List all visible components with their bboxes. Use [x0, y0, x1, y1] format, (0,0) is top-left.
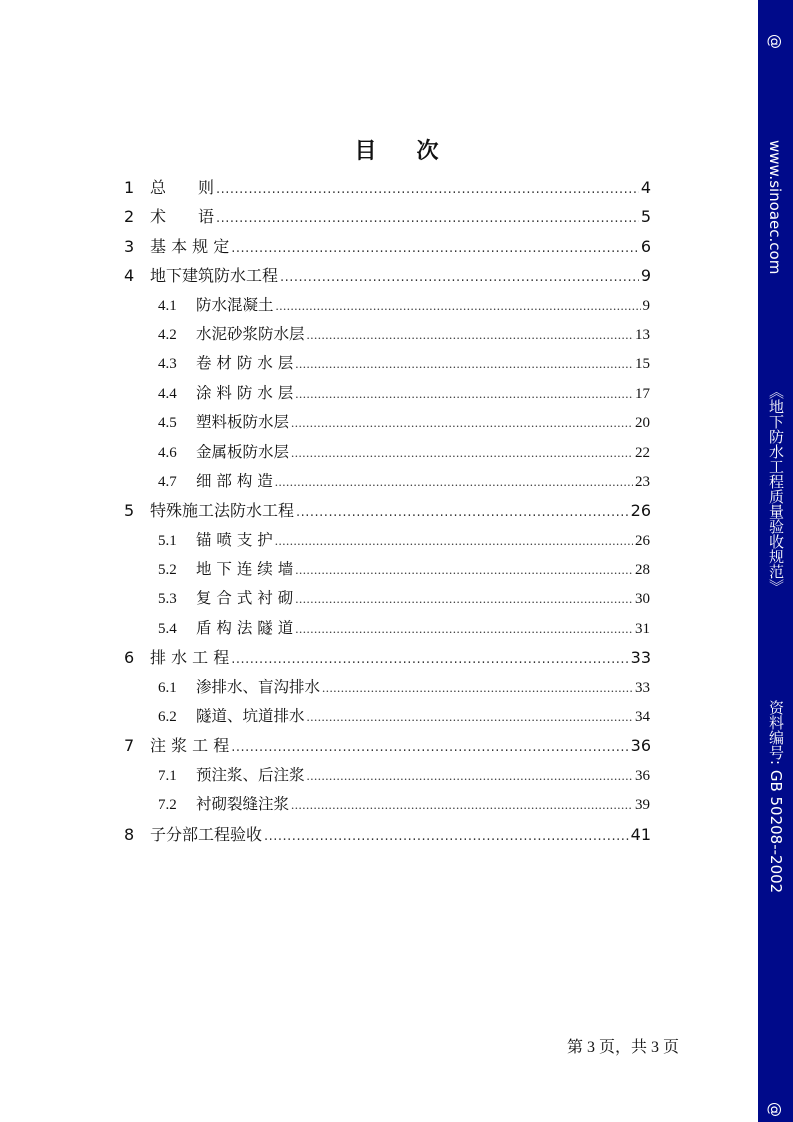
sidebar-at-top: @ — [766, 34, 784, 49]
sidebar-banner — [758, 0, 793, 1122]
toc-dot-leader — [295, 614, 633, 643]
toc-entry-page: 26 — [630, 501, 651, 521]
toc-entry-number: 4.6 — [158, 444, 177, 461]
toc-entry-number: 4.4 — [158, 385, 177, 402]
toc-entry-title: 注 浆 工 程 — [150, 736, 230, 756]
toc-entry[interactable] — [124, 555, 651, 584]
toc-entry-page: 33 — [635, 679, 650, 696]
toc-entry-number: 8 — [124, 824, 135, 844]
toc-entry[interactable] — [124, 438, 651, 467]
toc-entry[interactable] — [124, 643, 651, 672]
toc-entry-title: 术 语 — [150, 207, 215, 227]
toc-entry[interactable] — [124, 408, 651, 437]
toc-entry[interactable] — [124, 584, 651, 613]
toc-entry[interactable] — [124, 379, 651, 408]
toc-entry-page: 30 — [635, 591, 650, 608]
toc-entry-title: 渗排水、盲沟排水 — [196, 677, 321, 696]
table-of-contents — [124, 173, 651, 849]
toc-entry[interactable] — [124, 614, 651, 643]
toc-entry-title: 地下建筑防水工程 — [150, 266, 279, 286]
toc-dot-leader — [307, 761, 633, 790]
toc-entry-title: 衬砌裂缝注浆 — [196, 795, 290, 814]
toc-entry-page: 36 — [635, 767, 650, 784]
toc-entry-number: 5.3 — [158, 591, 177, 608]
toc-entry-number: 1 — [124, 178, 135, 197]
toc-dot-leader — [296, 498, 629, 527]
toc-entry-title: 细 部 构 造 — [196, 471, 273, 490]
toc-entry-number: 5.2 — [158, 562, 177, 579]
toc-entry[interactable] — [124, 526, 651, 555]
toc-entry-title: 预注浆、后注浆 — [196, 765, 305, 784]
toc-entry[interactable] — [124, 261, 651, 290]
toc-entry-page: 4 — [640, 178, 651, 197]
toc-dot-leader — [216, 204, 639, 233]
toc-entry-number: 6 — [124, 648, 135, 668]
toc-entry-page: 17 — [635, 385, 650, 402]
toc-entry-title: 塑料板防水层 — [196, 413, 290, 432]
toc-dot-leader — [276, 291, 641, 320]
toc-title — [0, 134, 793, 165]
toc-entry-number: 4.2 — [158, 326, 177, 343]
toc-entry-page: 36 — [630, 736, 651, 756]
toc-entry-page: 39 — [635, 797, 650, 814]
toc-entry-title: 地 下 连 续 墙 — [196, 560, 294, 579]
toc-dot-leader — [275, 526, 633, 555]
toc-entry-title: 特殊施工法防水工程 — [150, 501, 295, 521]
toc-entry[interactable] — [124, 496, 651, 525]
toc-entry[interactable] — [124, 731, 651, 760]
toc-entry-page: 13 — [635, 326, 650, 343]
sidebar-at-bottom: @ — [766, 1102, 784, 1117]
toc-entry-number: 6.1 — [158, 679, 177, 696]
toc-entry-title: 防水混凝土 — [196, 295, 274, 314]
sidebar-url[interactable]: www.sinoaec.com — [766, 140, 784, 275]
toc-entry-page: 6 — [640, 236, 651, 256]
toc-entry-page: 33 — [630, 648, 651, 668]
toc-entry-title: 涂 料 防 水 层 — [196, 383, 294, 402]
toc-entry-page: 15 — [635, 356, 650, 373]
toc-dot-leader — [295, 584, 633, 613]
toc-entry-title: 子分部工程验收 — [150, 824, 263, 844]
toc-entry-title: 基 本 规 定 — [150, 236, 230, 256]
toc-entry-page: 23 — [635, 473, 650, 490]
toc-title-char: 目 — [354, 139, 377, 164]
toc-entry-page: 20 — [635, 415, 650, 432]
toc-entry-number: 6.2 — [158, 709, 177, 726]
toc-entry[interactable] — [124, 673, 651, 702]
toc-entry[interactable] — [124, 790, 651, 819]
toc-dot-leader — [216, 175, 639, 204]
toc-entry-number: 4.5 — [158, 415, 177, 432]
toc-title-char: 次 — [416, 139, 439, 164]
toc-entry-page: 5 — [640, 207, 651, 227]
toc-entry[interactable] — [124, 173, 651, 202]
toc-entry[interactable] — [124, 320, 651, 349]
toc-entry-number: 4.1 — [158, 297, 177, 314]
toc-entry-number: 3 — [124, 236, 135, 256]
toc-entry-title: 复 合 式 衬 砌 — [196, 589, 294, 608]
toc-entry-number: 5.1 — [158, 532, 177, 549]
toc-entry-page: 9 — [642, 297, 650, 314]
toc-entry-title: 锚 喷 支 护 — [196, 530, 273, 549]
toc-entry-number: 7.1 — [158, 767, 177, 784]
toc-entry-title: 排 水 工 程 — [150, 648, 230, 668]
toc-entry[interactable] — [124, 291, 651, 320]
toc-dot-leader — [295, 349, 633, 378]
toc-entry-number: 4.3 — [158, 356, 177, 373]
toc-entry-page: 22 — [635, 444, 650, 461]
toc-dot-leader — [280, 263, 639, 292]
toc-entry-number: 7.2 — [158, 797, 177, 814]
toc-entry-number: 2 — [124, 207, 135, 227]
toc-entry-title: 总 则 — [150, 178, 215, 197]
toc-dot-leader — [291, 408, 633, 437]
toc-entry[interactable] — [124, 232, 651, 261]
toc-entry-number: 5 — [124, 501, 135, 521]
toc-entry-page: 34 — [635, 709, 650, 726]
toc-entry-number: 5.4 — [158, 620, 177, 637]
toc-dot-leader — [275, 467, 633, 496]
toc-entry-title: 金属板防水层 — [196, 442, 290, 461]
toc-entry-page: 41 — [630, 824, 651, 844]
toc-dot-leader — [291, 790, 633, 819]
sidebar-doc-code: 资料编号: GB 50208--2002 — [767, 700, 785, 894]
toc-dot-leader — [231, 645, 628, 674]
toc-dot-leader — [322, 673, 633, 702]
toc-entry-title: 卷 材 防 水 层 — [196, 354, 294, 373]
toc-entry-title: 盾 构 法 隧 道 — [196, 618, 294, 637]
toc-entry-number: 4 — [124, 266, 135, 286]
toc-dot-leader — [307, 702, 633, 731]
sidebar-doc-title: 《地下防水工程质量验收规范》 — [767, 384, 785, 594]
toc-entry-number: 7 — [124, 736, 135, 756]
toc-dot-leader — [231, 234, 639, 263]
toc-entry[interactable] — [124, 349, 651, 378]
toc-entry-page: 31 — [635, 620, 650, 637]
toc-dot-leader — [295, 555, 633, 584]
toc-entry-title: 隧道、坑道排水 — [196, 707, 305, 726]
toc-entry-page: 28 — [635, 562, 650, 579]
toc-dot-leader — [307, 320, 633, 349]
toc-entry[interactable] — [124, 761, 651, 790]
toc-entry[interactable] — [124, 702, 651, 731]
toc-dot-leader — [291, 438, 633, 467]
toc-entry-page: 26 — [635, 532, 650, 549]
toc-entry-title: 水泥砂浆防水层 — [196, 324, 305, 343]
toc-entry[interactable] — [124, 467, 651, 496]
toc-entry-page: 9 — [640, 266, 651, 286]
toc-dot-leader — [295, 379, 633, 408]
toc-entry[interactable] — [124, 202, 651, 231]
toc-dot-leader — [264, 822, 629, 851]
toc-entry[interactable] — [124, 820, 651, 849]
page-footer: 第 3 页，共 3 页 — [567, 1039, 680, 1056]
toc-entry-number: 4.7 — [158, 473, 177, 490]
toc-dot-leader — [231, 733, 628, 762]
